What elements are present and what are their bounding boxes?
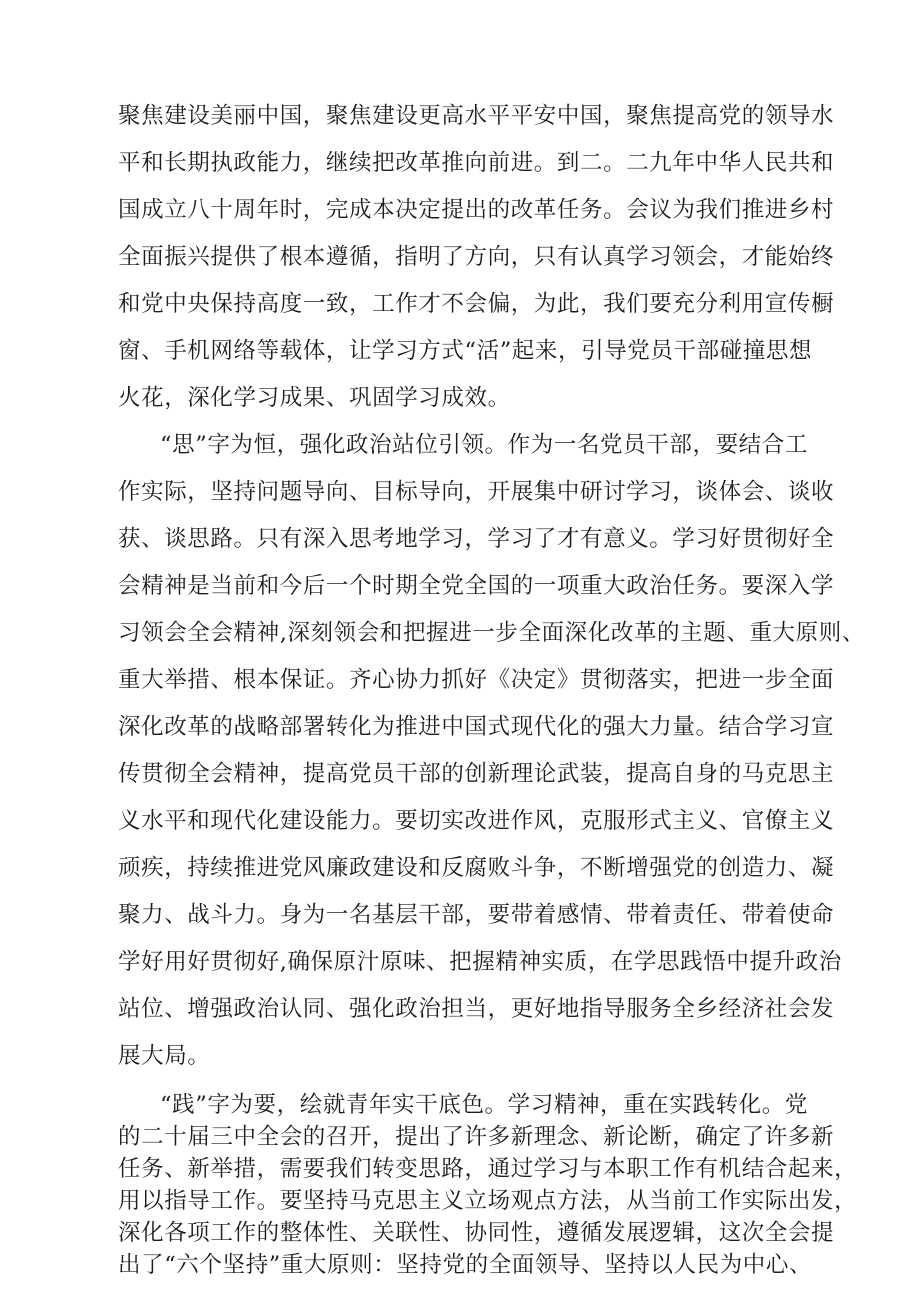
text-line: 深化各项工作的整体性、关联性、协同性，遵循发展逻辑，这次全会提 — [118, 1220, 835, 1246]
text-line: 会精神是当前和今后一个时期全党全国的一项重大政治任务。要深入学 — [118, 573, 835, 599]
text-line: 火花，深化学习成果、巩固学习成效。 — [118, 385, 511, 411]
text-line: “践”字为要，绘就青年实干底色。学习精神，重在实践转化。党 — [160, 1092, 808, 1118]
text-line: 深化改革的战略部署转化为推进中国式现代化的强大力量。结合学习宣 — [118, 714, 835, 740]
text-line: 平和长期执政能力，继续把改革推向前进。到二。二九年中华人民共和 — [118, 150, 835, 176]
text-line: 聚焦建设美丽中国，聚焦建设更高水平平安中国，聚焦提高党的领导水 — [118, 103, 835, 129]
text-line: 站位、增强政治认同、强化政治担当，更好地指导服务全乡经济社会发 — [118, 996, 835, 1022]
text-line: “思”字为恒，强化政治站位引领。作为一名党员干部，要结合工 — [160, 432, 808, 458]
text-line: 用以指导工作。要坚持马克思主义立场观点方法，从当前工作实际出发， — [118, 1188, 858, 1214]
text-line: 获、谈思路。只有深入思考地学习，学习了才有意义。学习好贯彻好全 — [118, 526, 835, 552]
text-line: 展大局。 — [118, 1043, 211, 1069]
text-line: 习领会全会精神,深刻领会和把握进一步全面深化改革的主题、重大原则、 — [118, 620, 865, 646]
text-line: 作实际，坚持问题导向、目标导向，开展集中研讨学习，谈体会、谈收 — [118, 479, 835, 505]
text-line: 全面振兴提供了根本遵循，指明了方向，只有认真学习领会，才能始终 — [118, 244, 835, 270]
text-line: 出了“六个坚持”重大原则：坚持党的全面领导、坚持以人民为中心、 — [118, 1252, 813, 1278]
text-line: 国成立八十周年时，完成本决定提出的改革任务。会议为我们推进乡村 — [118, 197, 835, 223]
text-line: 顽疾，持续推进党风廉政建设和反腐败斗争，不断增强党的创造力、凝 — [118, 855, 835, 881]
text-line: 义水平和现代化建设能力。要切实改进作风，克服形式主义、官僚主义 — [118, 808, 835, 834]
text-line: 重大举措、根本保证。齐心协力抓好《决定》贯彻落实，把进一步全面 — [118, 667, 835, 693]
text-line: 聚力、战斗力。身为一名基层干部，要带着感情、带着责任、带着使命 — [118, 902, 835, 928]
text-line: 的二十届三中全会的召开，提出了许多新理念、新论断，确定了许多新 — [118, 1124, 835, 1150]
text-line: 窗、手机网络等载体，让学习方式“活”起来，引导党员干部碰撞思想 — [118, 338, 813, 364]
text-line: 任务、新举措，需要我们转变思路，通过学习与本职工作有机结合起来， — [118, 1156, 858, 1182]
text-line: 学好用好贯彻好,确保原汁原味、把握精神实质，在学思践悟中提升政治 — [118, 949, 842, 975]
text-line: 传贯彻全会精神，提高党员干部的创新理论武装，提高自身的马克思主 — [118, 761, 835, 787]
text-line: 和党中央保持高度一致，工作才不会偏，为此，我们要充分利用宣传橱 — [118, 291, 835, 317]
